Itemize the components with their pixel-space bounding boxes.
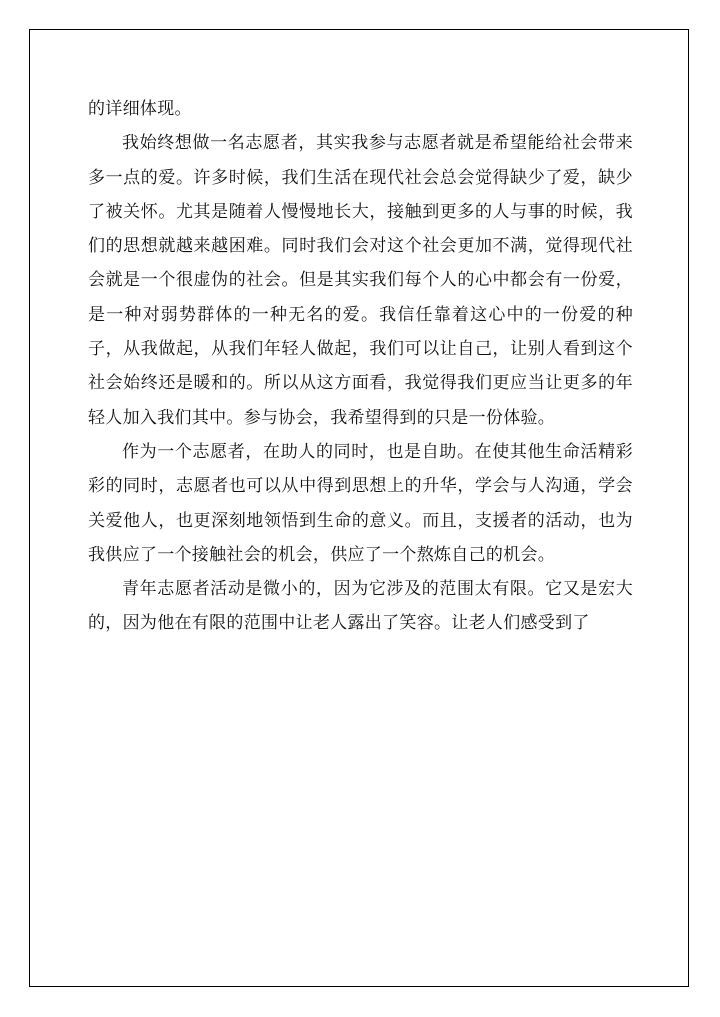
paragraph-helping-others: 作为一个志愿者，在助人的同时，也是自助。在使其他生命活精彩彩的同时，志愿者也可以从中得到思想上的升华，学会与人沟通，学会关爱他人，也更深刻地领悟到生命的意义。而且，支援者的活动，也为我供应了一个接触社会的机会，供应了一个熬炼自己的机会。 bbox=[88, 441, 633, 565]
paragraph-volunteer-wish: 我始终想做一名志愿者，其实我参与志愿者就是希望能给社会带来多一点的爱。许多时候，我们生活在现代社会总会觉得缺少了爱，缺少了被关怀。尤其是随着人慢慢地长大，接触到更多的人与事的时候，我们的思想就越来越困难。同时我们会对这个社会更加不满，觉得现代社会就是一个很虚伪的社会。但是其实我们每个人的心中都会有一份爱，是一种对弱势群体的一种无名的爱。我信任靠着这心中的一份爱的种子，从我做起，从我们年轻人做起，我们可以让自己，让别人看到这个社会始终还是暖和的。所以从这方面看，我觉得我们更应当让更多的年轻人加入我们其中。参与协会，我希望得到的只是一份体验。 bbox=[88, 133, 633, 428]
body-text bbox=[88, 92, 633, 641]
paragraph-continuation: 的详细体现。 bbox=[88, 99, 192, 119]
paragraph-youth-activities: 青年志愿者活动是微小的，因为它涉及的范围太有限。它又是宏大的，因为他在有限的范围中让老人露出了笑容。让老人们感受到了 bbox=[88, 579, 633, 634]
